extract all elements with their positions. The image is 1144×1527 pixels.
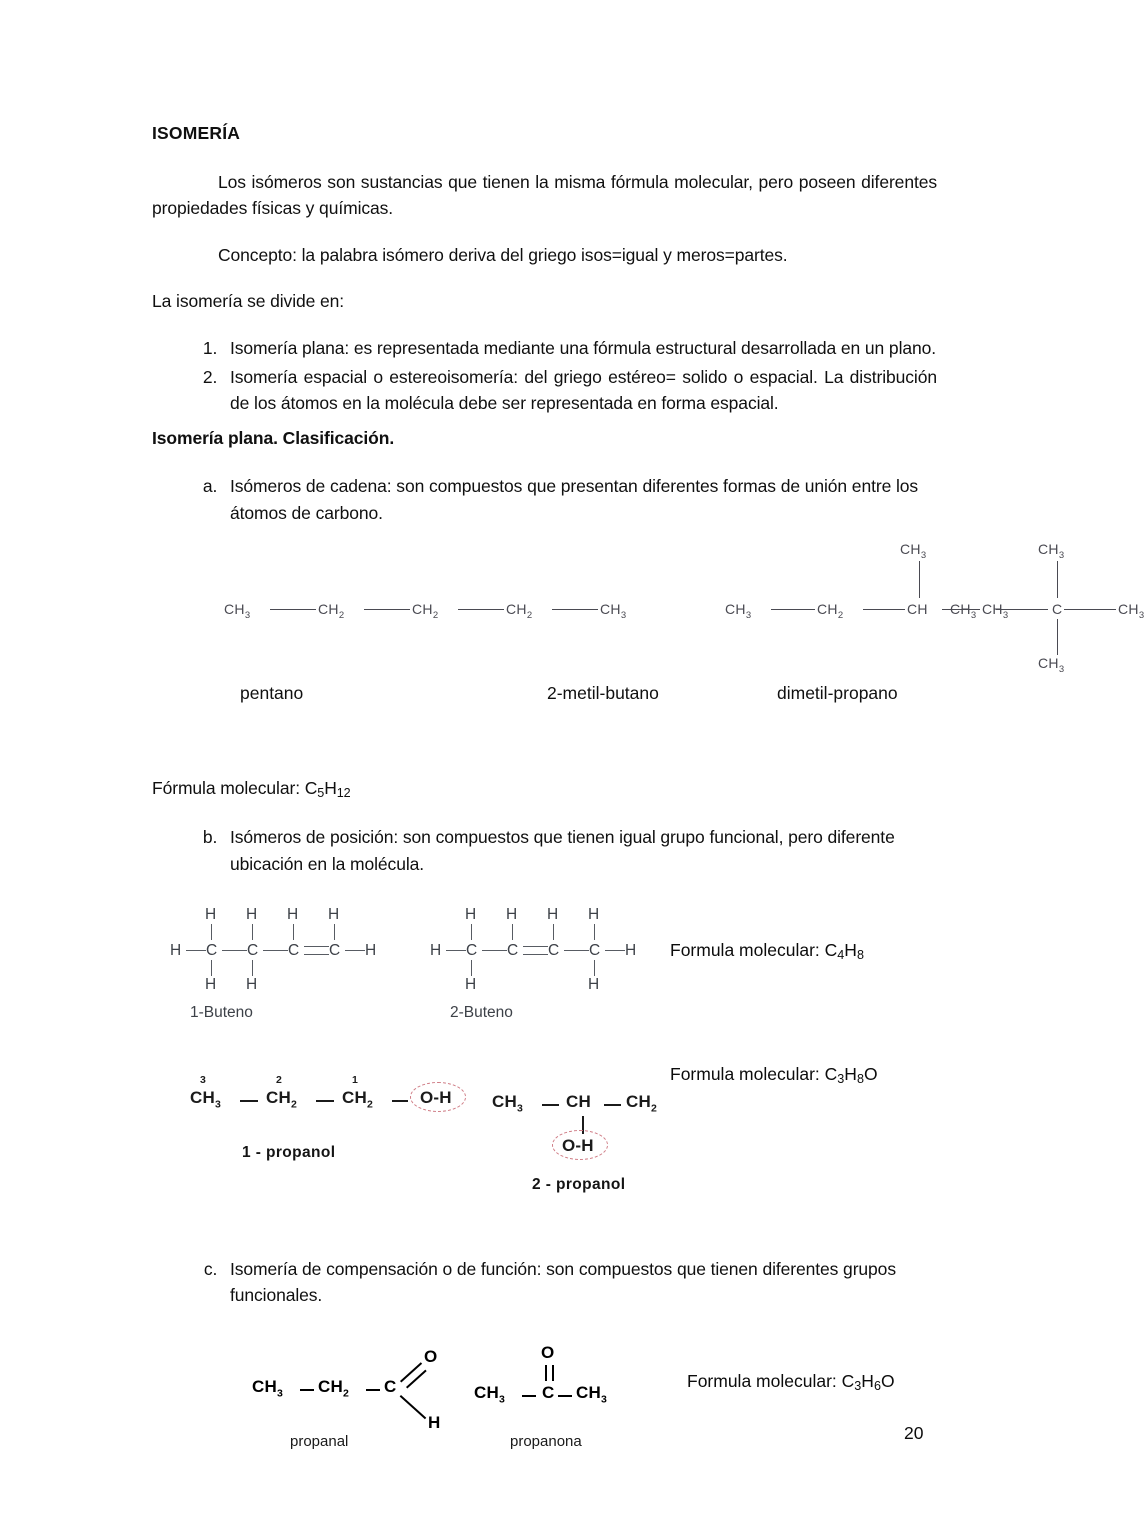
buteno1-bottom-h-1: H: [205, 975, 217, 993]
bond: [605, 950, 625, 951]
bond: [364, 609, 410, 610]
propanona-node-1: C: [542, 1382, 555, 1402]
propanal-node-0: $CH_3$: [252, 1376, 284, 1400]
clasificacion-list-b: [152, 824, 937, 877]
buteno1-c4: C: [329, 941, 341, 959]
bond: [211, 924, 212, 940]
concepto-paragraph: Concepto: la palabra isómero deriva del griego isos=igual y meros=partes.: [218, 244, 788, 265]
buteno2-c4: C: [589, 941, 601, 959]
pentano-node-2: $CH_2$: [412, 600, 439, 621]
buteno2-top-h-4: H: [588, 905, 600, 923]
buteno1-bottom-h-2: H: [246, 975, 258, 993]
bond: [300, 1389, 314, 1391]
buteno1-c2: C: [247, 941, 259, 959]
propanona-oxygen: O: [541, 1342, 555, 1362]
bond: [512, 924, 513, 940]
metilbutano-node-2: CH: [907, 600, 928, 617]
buteno1-left-h: H: [170, 941, 182, 959]
buteno2-c1: C: [466, 941, 478, 959]
list-item: c. Isomería de compensación o de función: son compuestos que tienen diferentes grupos funcionales.: [222, 1256, 937, 1309]
formula-c3h8o: Formula molecular: C3H8O: [670, 1063, 878, 1086]
propanol2-node-2: $CH_2$: [626, 1091, 658, 1115]
divide-paragraph: La isomería se divide en:: [152, 291, 345, 312]
double-bond-right: [552, 1365, 554, 1381]
dimetilpropano-top: $CH_3$: [1038, 540, 1065, 561]
double-bond-lower: [304, 954, 329, 955]
double-bond-lower: [523, 954, 548, 955]
page-content: [152, 120, 1144, 1450]
buteno1-label: 1-Buteno: [190, 1003, 253, 1021]
metilbutano-node-0: $CH_3$: [725, 600, 752, 621]
bond: [604, 1104, 621, 1106]
propanol1-number-1: 1: [352, 1073, 358, 1086]
bond: [594, 960, 595, 976]
oh-highlight-ring: [410, 1082, 466, 1112]
caption-metilbutano: 2-metil-butano: [547, 682, 659, 703]
caption-pentano: pentano: [240, 682, 304, 703]
bond: [471, 924, 472, 940]
propanol1-node-1: $CH_2$: [266, 1087, 298, 1111]
clasificacion-list-a: [152, 473, 937, 526]
bond: [863, 609, 905, 610]
bond: [252, 960, 253, 976]
buteno1-top-h-3: H: [287, 905, 299, 923]
list-item: b. Isómeros de posición: son compuestos que tienen igual grupo funcional, pero diferente ubicación en la molécula.: [222, 824, 937, 877]
buteno2-left-h: H: [430, 941, 442, 959]
propanol1-label: 1 - propanol: [242, 1143, 336, 1161]
bond: [458, 609, 504, 610]
propanol2-label: 2 - propanol: [532, 1175, 626, 1193]
propanal-label: propanal: [290, 1432, 349, 1450]
bond: [1064, 609, 1116, 610]
propanol1-number-2: 2: [276, 1073, 282, 1086]
bond: [594, 924, 595, 940]
caption-dimetilpropano: dimetil-propano: [777, 682, 898, 703]
bond: [471, 960, 472, 976]
bond: [771, 609, 815, 610]
buteno1-c1: C: [206, 941, 218, 959]
bond: [400, 1395, 427, 1419]
buteno2-top-h-3: H: [547, 905, 559, 923]
bond: [446, 950, 466, 951]
buteno1-c3: C: [288, 941, 300, 959]
double-bond-upper: [523, 946, 548, 947]
list-item: a. Isómeros de cadena: son compuestos que presentan diferentes formas de unión entre los átomos de carbono.: [222, 473, 937, 526]
bond: [919, 561, 920, 598]
formula-c3h6o: Formula molecular: C3H6O: [687, 1370, 895, 1393]
propanona-label: propanona: [510, 1432, 582, 1450]
propanol1-oh-group: O-H: [420, 1087, 452, 1107]
bond: [366, 1389, 380, 1391]
intro-paragraph: Los isómeros son sustancias que tienen la misma fórmula molecular, pero poseen diferentes propiedades físicas y químicas.: [152, 171, 937, 219]
propanol1-number-3: 3: [200, 1073, 206, 1086]
propanona-node-0: $CH_3$: [474, 1382, 506, 1406]
bond: [211, 960, 212, 976]
bond: [1057, 619, 1058, 655]
buteno1-right-h: H: [365, 941, 377, 959]
buteno2-c2: C: [507, 941, 519, 959]
bond: [316, 1100, 334, 1102]
oh-highlight-ring: [552, 1130, 608, 1160]
buteno2-bottom-h-2: H: [588, 975, 600, 993]
bond: [558, 1395, 572, 1397]
bond: [240, 1100, 258, 1102]
metilbutano-node-1: $CH_2$: [817, 600, 844, 621]
clasificacion-list-c: [152, 1256, 937, 1309]
buteno2-c3: C: [548, 941, 560, 959]
buteno2-top-h-2: H: [506, 905, 518, 923]
double-bond-left: [545, 1365, 547, 1381]
list-item: 2. Isomería espacial o estereoisomería: del griego estéreo= solido o espacial. La distribución de los átomos en la molécula debe ser representada en forma espacial.: [222, 364, 937, 417]
dimetilpropano-center: C: [1052, 600, 1063, 617]
metilbutano-node-3: $CH_3$: [982, 600, 1009, 621]
bond: [293, 924, 294, 940]
buteno1-top-h-4: H: [328, 905, 340, 923]
dimetilpropano-bottom: $CH_3$: [1038, 654, 1065, 675]
double-bond-upper: [400, 1362, 422, 1382]
pentano-node-0: $CH_3$: [224, 600, 251, 621]
chain-isomers-diagram: [152, 537, 1144, 737]
propanal-oxygen: O: [424, 1346, 438, 1366]
buteno2-right-h: H: [625, 941, 637, 959]
dimetilpropano-right: $CH_3$: [1118, 600, 1144, 621]
propanal-node-2: C: [384, 1376, 397, 1396]
propanol2-node-0: $CH_3$: [492, 1091, 524, 1115]
formula-c5h12: Fórmula molecular: C5H12: [152, 777, 351, 800]
propanona-node-2: $CH_3$: [576, 1382, 608, 1406]
buteno1-top-h-1: H: [205, 905, 217, 923]
bond: [996, 609, 1048, 610]
buteno2-label: 2-Buteno: [450, 1003, 513, 1021]
bond: [334, 924, 335, 940]
page-title: ISOMERÍA: [152, 123, 241, 143]
pentano-node-4: $CH_3$: [600, 600, 627, 621]
pentano-node-1: $CH_2$: [318, 600, 345, 621]
bond: [252, 924, 253, 940]
bond: [222, 950, 247, 951]
propanol1-node-0: $CH_3$: [190, 1087, 222, 1111]
buteno1-top-h-2: H: [246, 905, 258, 923]
bond: [345, 950, 365, 951]
funcion-diagram: [152, 1337, 937, 1450]
buteno2-bottom-h-1: H: [465, 975, 477, 993]
butenos-diagram: [152, 898, 937, 1048]
bond: [392, 1100, 408, 1102]
metilbutano-branch: $CH_3$: [900, 540, 927, 561]
propanol2-node-1: CH: [566, 1091, 591, 1111]
bond: [564, 950, 589, 951]
pentano-node-3: $CH_2$: [506, 600, 533, 621]
formula-c4h8: Formula molecular: C4H8: [670, 939, 864, 962]
page-number: 20: [904, 1422, 924, 1443]
propanal-node-1: $CH_2$: [318, 1376, 350, 1400]
propanol2-oh-group: O-H: [562, 1135, 594, 1155]
bond: [270, 609, 316, 610]
bond: [542, 1104, 559, 1106]
buteno2-top-h-1: H: [465, 905, 477, 923]
propanol1-node-2: $CH_2$: [342, 1087, 374, 1111]
list-item: 1. Isomería plana: es representada mediante una fórmula estructural desarrollada en un plano.: [222, 335, 937, 362]
bond: [1057, 561, 1058, 598]
bond: [482, 950, 507, 951]
double-bond-upper: [304, 946, 329, 947]
bond: [552, 609, 598, 610]
propanal-hydrogen: H: [428, 1412, 441, 1432]
isomeria-types-list: [152, 335, 937, 417]
bond: [186, 950, 206, 951]
dimetilpropano-left: $CH_3$: [950, 600, 977, 621]
propanoles-diagram: [152, 1063, 937, 1230]
bond: [553, 924, 554, 940]
bond: [263, 950, 288, 951]
subheading-clasificacion: Isomería plana. Clasificación.: [152, 427, 395, 448]
bond: [522, 1395, 536, 1397]
